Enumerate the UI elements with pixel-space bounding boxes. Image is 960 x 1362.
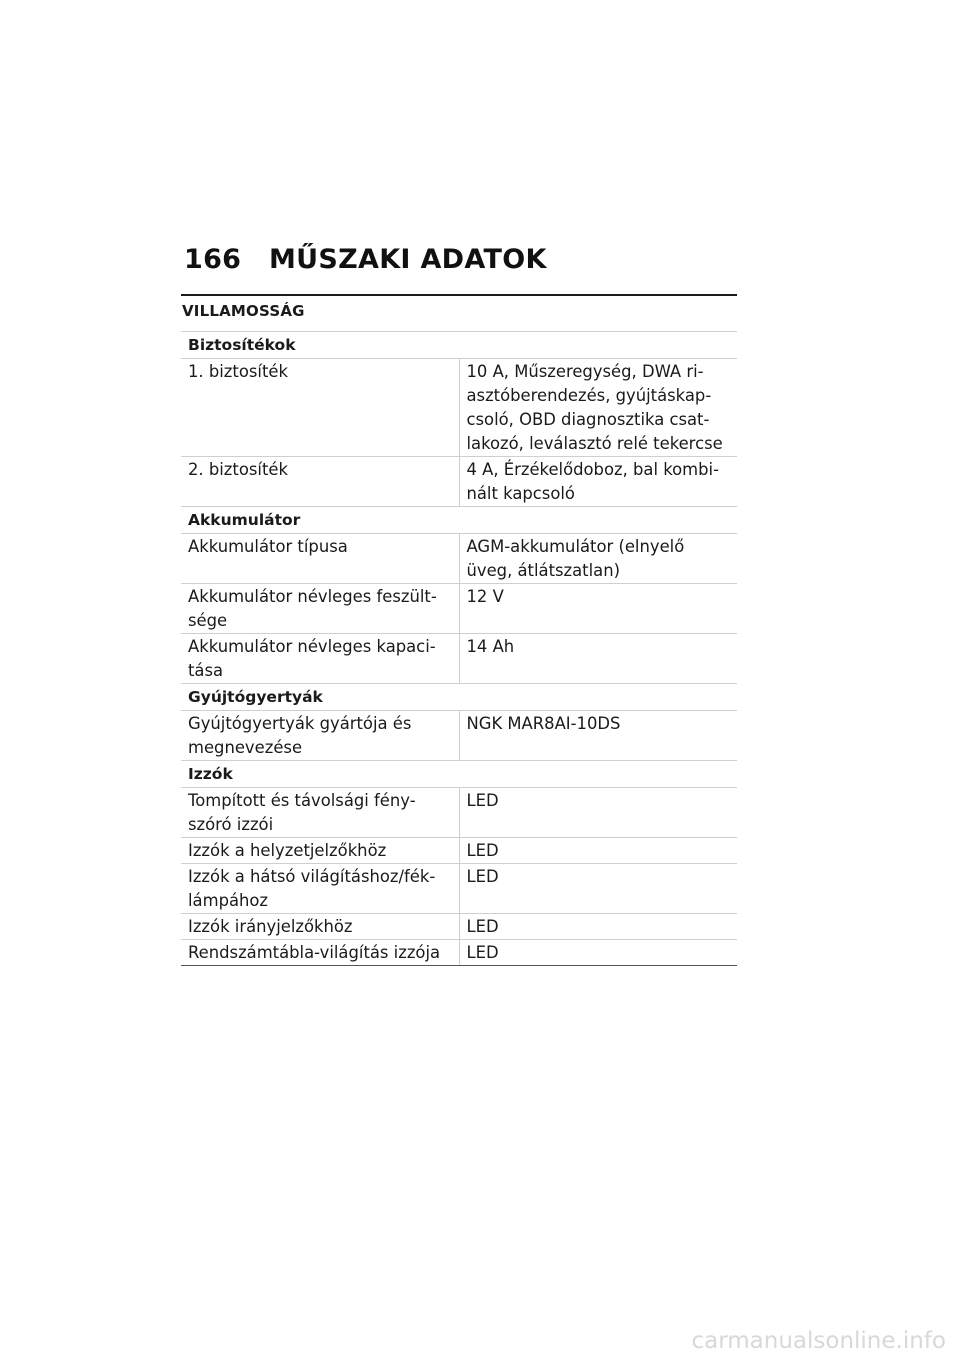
table-row — [181, 940, 737, 966]
spec-value: LED — [459, 914, 737, 940]
group-title: Gyújtógyertyák — [181, 684, 737, 711]
watermark: carmanualsonline.info — [691, 1328, 946, 1354]
page-number: 166 — [184, 244, 242, 275]
table-row — [181, 864, 737, 914]
table-row — [181, 634, 737, 684]
group-header-row — [181, 332, 737, 359]
table-row — [181, 711, 737, 761]
spec-value: NGK MAR8AI-10DS — [459, 711, 737, 761]
spec-label: Izzók a helyzetjelzőkhöz — [181, 838, 459, 864]
group-header-row — [181, 684, 737, 711]
spec-value: LED — [459, 838, 737, 864]
section-title: VILLAMOSSÁG — [182, 302, 305, 320]
spec-value: 4 A, Érzékelődoboz, bal kombi- nált kapcsoló — [459, 457, 737, 507]
table-row — [181, 838, 737, 864]
group-header-row — [181, 507, 737, 534]
spec-label: Akkumulátor típusa — [181, 534, 459, 584]
spec-label: Tompított és távolsági fény- szóró izzói — [181, 788, 459, 838]
spec-value: AGM-akkumulátor (elnyelő üveg, átlátszatlan) — [459, 534, 737, 584]
chapter-title: MŰSZAKI ADATOK — [269, 244, 547, 275]
spec-label: Akkumulátor névleges kapaci- tása — [181, 634, 459, 684]
spec-value: 10 A, Műszeregység, DWA ri- asztóberendezés, gyújtáskap- csoló, OBD diagnosztika csat- lakozó, leválasztó relé tekercse — [459, 359, 737, 457]
table-row — [181, 534, 737, 584]
spec-value: LED — [459, 864, 737, 914]
spec-value: LED — [459, 940, 737, 966]
table-row — [181, 914, 737, 940]
table-row — [181, 359, 737, 457]
table-row — [181, 584, 737, 634]
spec-label: Gyújtógyertyák gyártója és megnevezése — [181, 711, 459, 761]
spec-value: 14 Ah — [459, 634, 737, 684]
spec-label: 2. biztosíték — [181, 457, 459, 507]
spec-label: Akkumulátor névleges feszült- sége — [181, 584, 459, 634]
group-header-row — [181, 761, 737, 788]
group-title: Akkumulátor — [181, 507, 737, 534]
table-row — [181, 457, 737, 507]
spec-value: 12 V — [459, 584, 737, 634]
spec-value: LED — [459, 788, 737, 838]
table-row — [181, 788, 737, 838]
spec-label: Rendszámtábla-világítás izzója — [181, 940, 459, 966]
page-header — [184, 244, 547, 275]
spec-label: Izzók a hátsó világításhoz/fék- lámpához — [181, 864, 459, 914]
spec-label: 1. biztosíték — [181, 359, 459, 457]
section-villamossag — [181, 294, 737, 966]
group-title: Biztosítékok — [181, 332, 737, 359]
group-title: Izzók — [181, 761, 737, 788]
spec-label: Izzók irányjelzőkhöz — [181, 914, 459, 940]
spec-table — [181, 331, 737, 966]
spec-table-body — [181, 332, 737, 966]
